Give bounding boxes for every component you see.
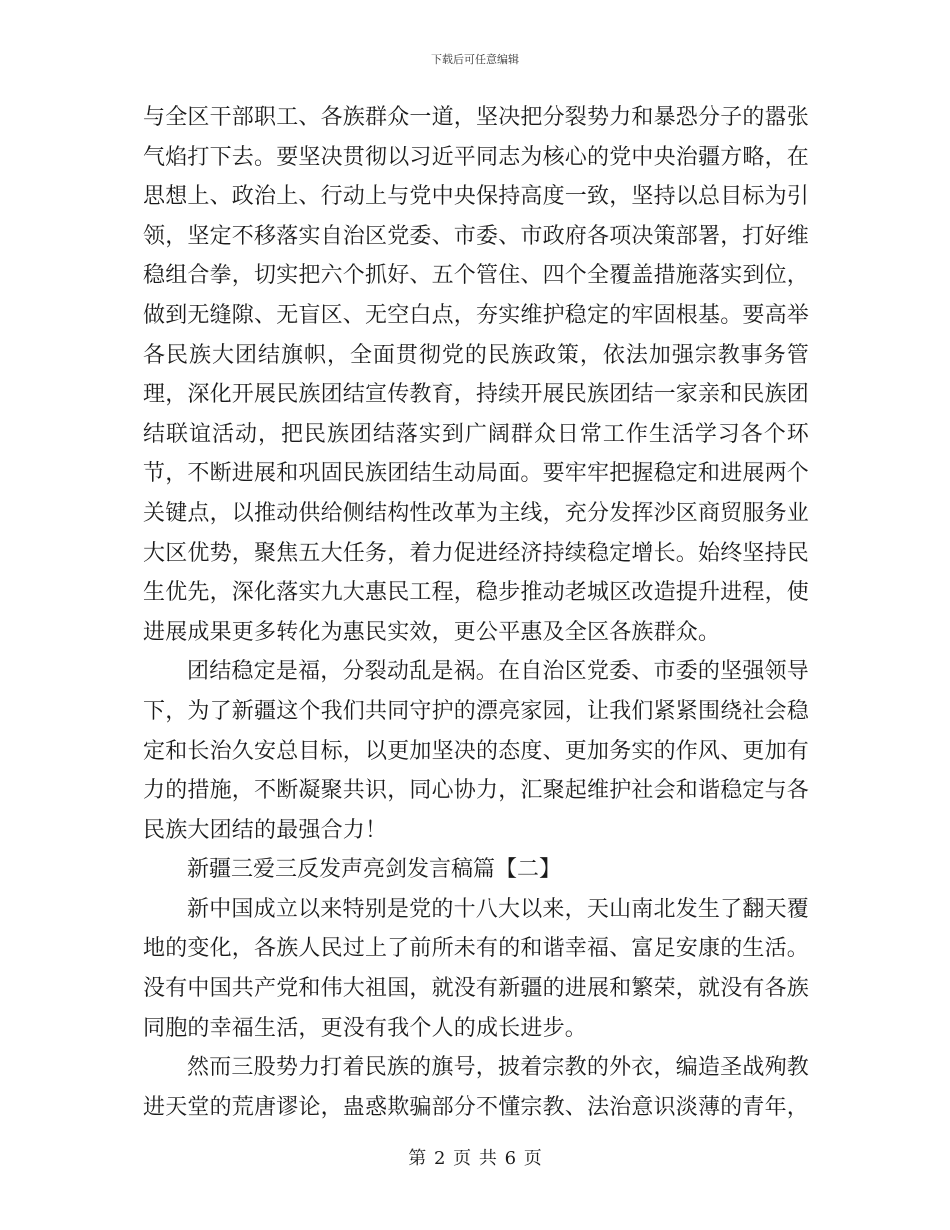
section-title: 新疆三爱三反发声亮剑发言稿篇【二】 <box>187 857 562 883</box>
paragraph: 团结稳定是福，分裂动乱是祸。在自治区党委、市委的坚强领导下，为了新疆这个我们共同守护的漂亮家园，让我们紧紧围绕社会稳定和长治久安总目标，以更加坚决的态度、更加务实的作风、更加有力的措施，不断凝聚共识，同心协力，汇聚起维护社会和谐稳定与各民族大团结的最强合力！ <box>143 659 810 843</box>
page-header: 下载后可任意编辑 <box>431 53 519 66</box>
document-body <box>143 98 809 1127</box>
paragraph-continued: 与全区干部职工、各族群众一道，坚决把分裂势力和暴恐分子的嚣张气焰打下去。要坚决贯彻以习近平同志为核心的党中央治疆方略，在思想上、政治上、行动上与党中央保持高度一致，坚持以总目标为引领，坚定不移落实自治区党委、市委、市政府各项决策部署，打好维稳组合拳，切实把六个抓好、五个管住、四个全覆盖措施落实到位，做到无缝隙、无盲区、无空白点，夯实维护稳定的牢固根基。要高举各民族大团结旗帜，全面贯彻党的民族政策，依法加强宗教事务管理，深化开展民族团结宣传教育，持续开展民族团结一家亲和民族团结联谊活动，把民族团结落实到广阔群众日常工作生活学习各个环节，不断进展和巩固民族团结生动局面。要牢牢把握稳定和进展两个关键点，以推动供给侧结构性改革为主线，充分发挥沙区商贸服务业大区优势，聚焦五大任务，着力促进经济持续稳定增长。始终坚持民生优先，深化落实九大惠民工程，稳步推动老城区改造提升进程，使进展成果更多转化为惠民实效，更公平惠及全区各族群众。 <box>143 105 810 645</box>
page-number-footer: 第 2 页 共 6 页 <box>408 1148 542 1169</box>
paragraph: 新中国成立以来特别是党的十八大以来，天山南北发生了翻天覆地的变化，各族人民过上了前所未有的和谐幸福、富足安康的生活。没有中国共产党和伟大祖国，就没有新疆的进展和繁荣，就没有各族同胞的幸福生活，更没有我个人的成长进步。 <box>143 896 810 1041</box>
paragraph: 然而三股势力打着民族的旗号，披着宗教的外衣，编造圣战殉教进天堂的荒唐谬论，蛊惑欺骗部分不懂宗教、法治意识淡薄的青年， <box>143 1055 810 1120</box>
